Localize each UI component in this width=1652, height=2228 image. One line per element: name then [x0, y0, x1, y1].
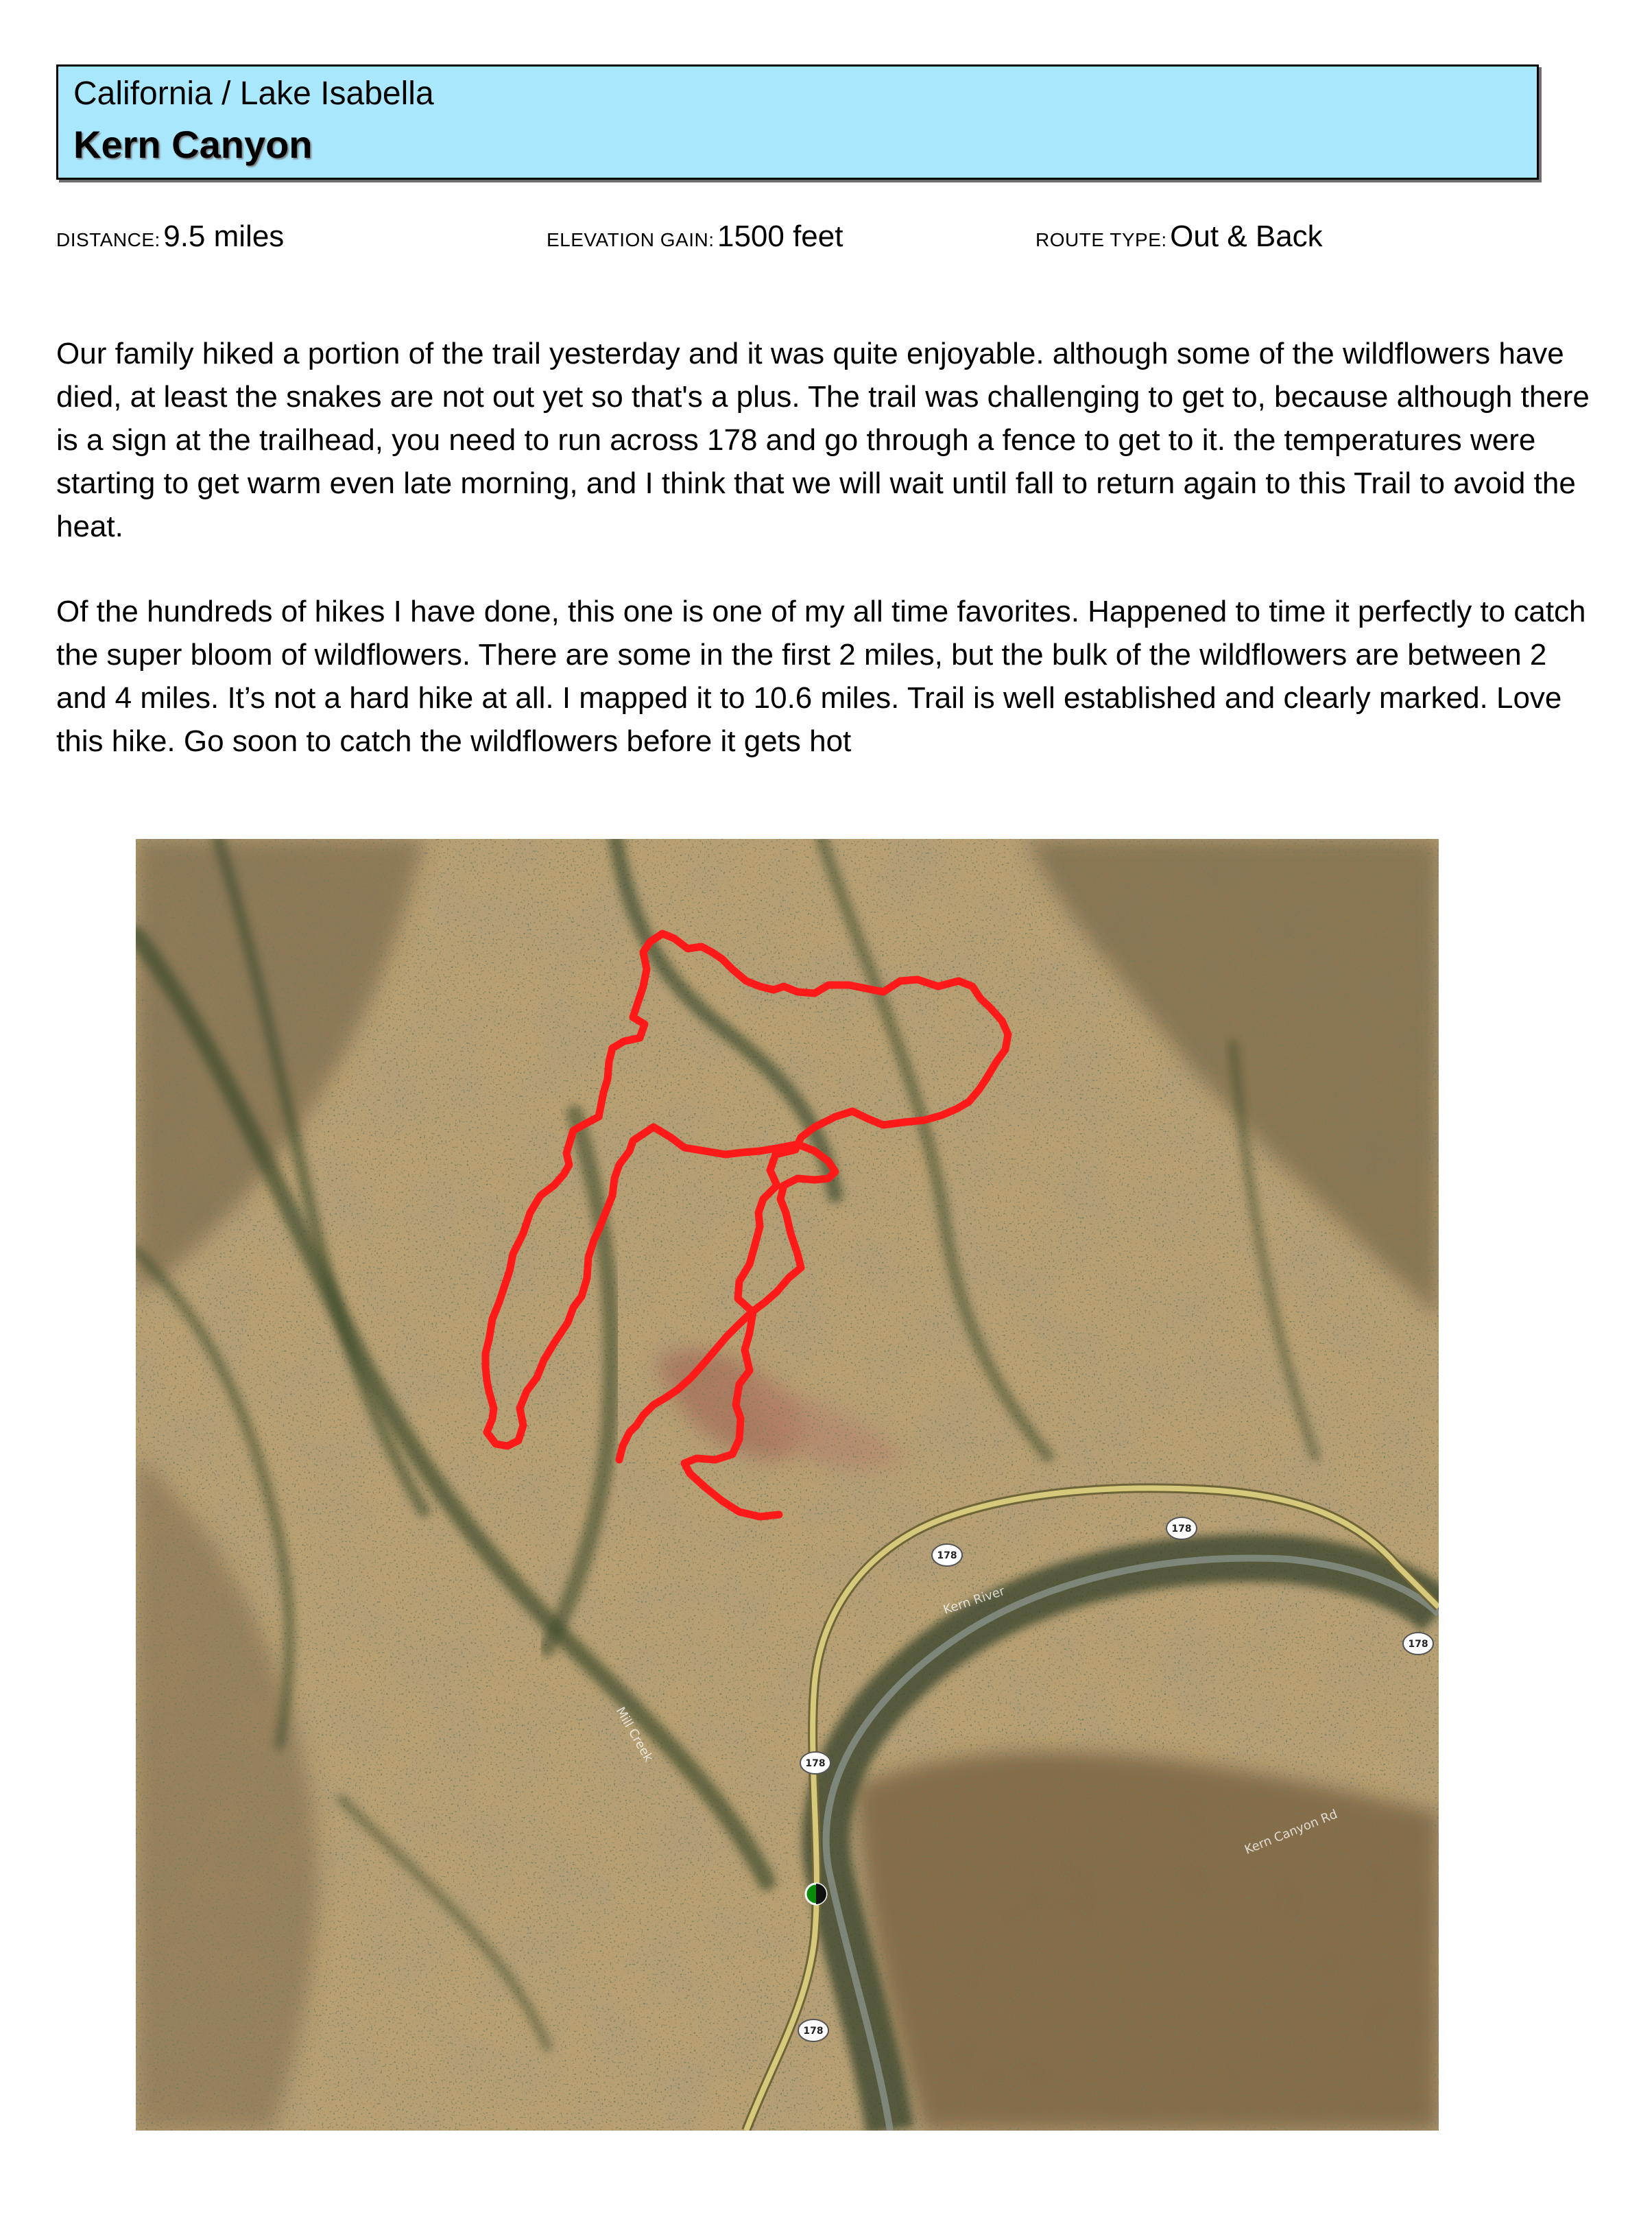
creek-label: Mill Creek	[612, 1705, 656, 1765]
vegetation-speckle	[136, 839, 1439, 2131]
svg-text:178: 178	[937, 1550, 957, 1561]
trail-satellite-map[interactable]	[136, 839, 1439, 2131]
trail-header-box	[56, 64, 1539, 180]
distance-value: 9.5 miles	[163, 220, 285, 253]
route-type-value: Out & Back	[1170, 220, 1323, 253]
stat-elevation-gain	[547, 220, 843, 254]
road-label: Kern Canyon Rd	[1243, 1807, 1340, 1858]
elevation-gain-value: 1500 feet	[717, 220, 843, 253]
highway-shield	[932, 1544, 962, 1566]
svg-text:178: 178	[1171, 1524, 1192, 1534]
review-paragraph: Of the hundreds of hikes I have done, this one is one of my all time favorites. Happened to time it perfectly to catch the super bloom of wildflowers. There are some in the first 2 miles, but the bulk of the wildflowers are between 2 and 4 miles. It’s not a hard hike at all. I mapped it to 10.6 miles. Trail is well established and clearly marked. Love this hike. Go soon to catch the wildflowers before it gets hot	[56, 595, 1586, 758]
river-label: Kern River	[942, 1584, 1007, 1617]
stat-distance	[56, 220, 284, 254]
stat-route-type	[1036, 220, 1323, 254]
highway-shield	[800, 1752, 830, 1774]
trail-stats	[0, 220, 1652, 261]
svg-text:178: 178	[1408, 1639, 1428, 1650]
highway-shield	[1166, 1517, 1197, 1539]
distance-label: DISTANCE:	[56, 229, 160, 250]
page-title: Kern Canyon	[73, 123, 313, 166]
trailhead-marker[interactable]	[806, 1884, 826, 1904]
route-type-label: ROUTE TYPE:	[1036, 229, 1167, 250]
map-svg[interactable]	[136, 839, 1439, 2131]
breadcrumb: California / Lake Isabella	[73, 75, 434, 112]
highway-shield	[1403, 1633, 1433, 1655]
review-paragraph: Our family hiked a portion of the trail yesterday and it was quite enjoyable. although some of the wildflowers have died, at least the snakes are not out yet so that's a plus. The trail was challenging to get to, because although there is a sign at the trailhead, you need to run across 178 and go through a fence to get to it. the temperatures were starting to get warm even late morning, and I think that we will wait until fall to return again to this Trail to avoid the heat.	[56, 337, 1590, 543]
elevation-gain-label: ELEVATION GAIN:	[547, 229, 715, 250]
svg-text:178: 178	[803, 2026, 824, 2037]
svg-text:178: 178	[805, 1758, 826, 1769]
highway-shield	[798, 2019, 828, 2041]
